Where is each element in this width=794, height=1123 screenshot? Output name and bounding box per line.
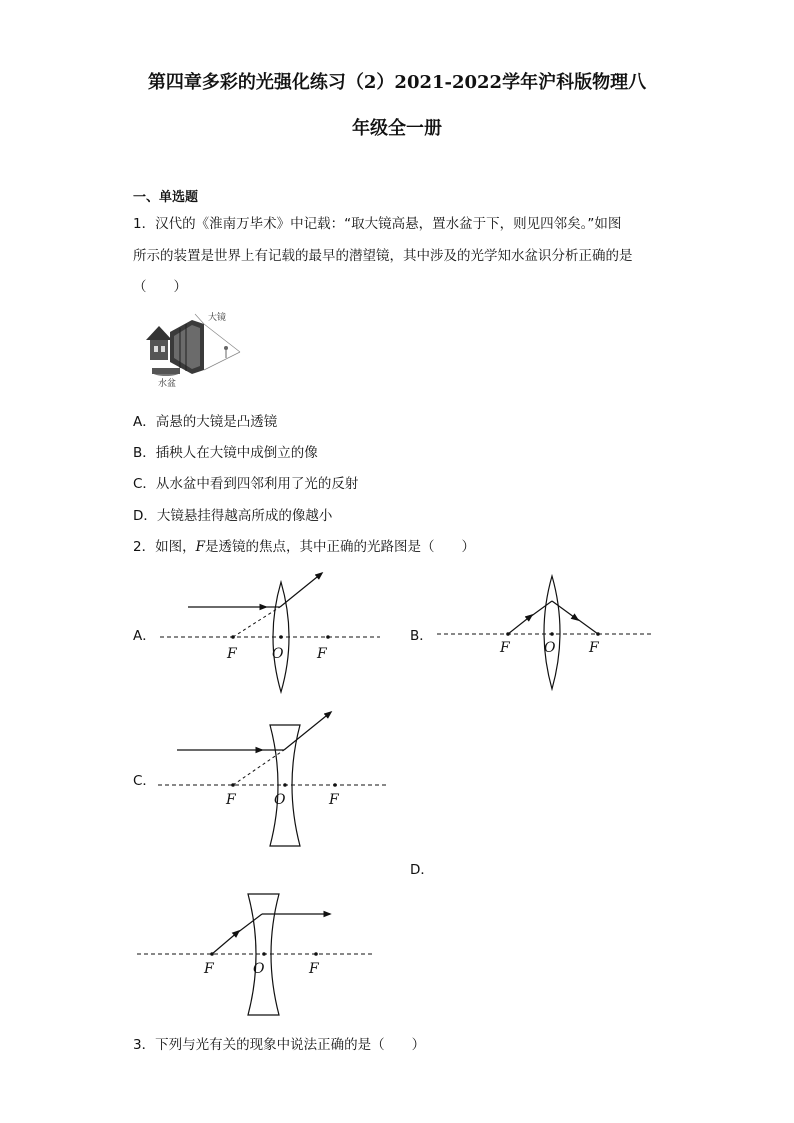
diagram-b-convex-lens [437,576,652,689]
diagram-a-center: O [272,646,284,662]
diagram-c-concave-lens [158,712,388,846]
q1-option-c: C．从水盆中看到四邻利用了光的反射 [133,476,359,492]
section-heading: 一、单选题 [133,190,199,205]
q2-option-d-label: D． [410,862,434,878]
q3-stem: 3．下列与光有关的现象中说法正确的是（ ） [133,1037,426,1053]
q2-option-a-label: A． [133,628,156,644]
document-title-line-2: 年级全一册 [352,118,442,139]
diagram-c-focus-left: F [226,792,236,808]
diagram-a-focus-right: F [317,646,327,662]
diagram-b-center: O [544,640,556,656]
q2-stem-suffix: 是透镜的焦点，其中正确的光路图是（ ） [204,539,475,555]
diagram-b-focus-right: F [589,640,599,656]
diagram-a-convex-lens [160,573,380,692]
q1-stem-line-2: 所示的装置是世界上有记载的最早的潜望镜，其中涉及的光学知水盆识分析正确的是 [133,248,633,264]
basin-label: 水盆 [158,379,177,389]
diagram-d-focus-left: F [204,961,214,977]
diagram-a-focus-left: F [227,646,237,662]
q2-option-c-label: C． [133,773,156,789]
q1-option-a: A．高悬的大镜是凸透镜 [133,414,278,430]
q2-option-b-label: B． [410,628,433,644]
mirror-label: 大镜 [208,313,227,323]
q1-option-b: B．插秧人在大镜中成倒立的像 [133,445,318,461]
diagram-b-focus-left: F [500,640,510,656]
q1-stem-line-1: 1．汉代的《淮南万毕术》中记载：“取大镜高悬，置水盆于下，则见四邻矣。”如图 [133,216,622,232]
diagram-d-center: O [253,961,265,977]
q1-option-d: D．大镜悬挂得越高所成的像越小 [133,508,333,524]
q1-stem-line-3: （ ） [133,279,187,295]
diagram-c-focus-right: F [329,792,339,808]
q2-stem-prefix: 2．如图， [133,539,196,555]
diagram-d-concave-lens [137,894,372,1015]
document-title-line-1: 第四章多彩的光强化练习（2）2021-2022学年沪科版物理八 [147,72,647,93]
q2-stem-focus: F [195,539,205,555]
diagram-d-focus-right: F [309,961,319,977]
diagram-c-center: O [274,792,286,808]
